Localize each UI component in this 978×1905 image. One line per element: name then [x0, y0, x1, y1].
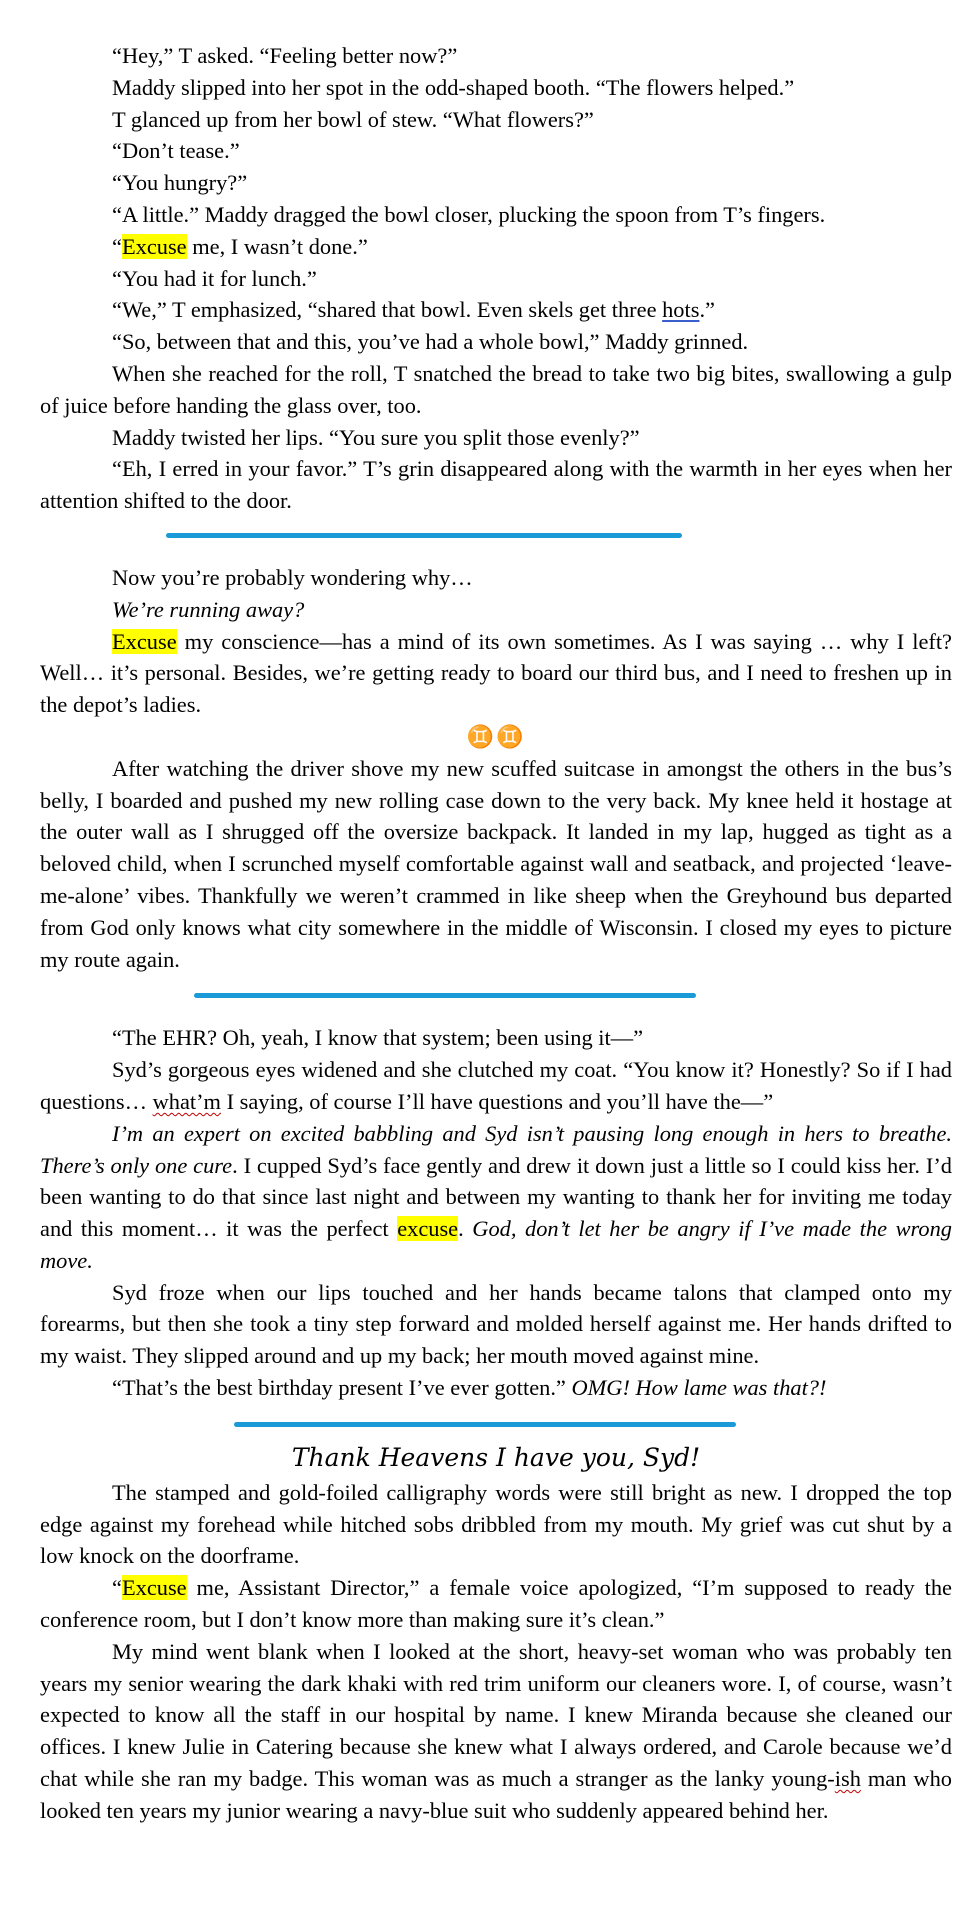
passage-3	[40, 1022, 952, 1404]
paragraph	[40, 1054, 952, 1118]
paragraph	[40, 231, 952, 263]
text: .	[458, 1216, 464, 1242]
paragraph	[40, 1118, 952, 1277]
paragraph: Maddy twisted her lips. “You sure you split those evenly?”	[112, 424, 640, 450]
section-divider	[194, 993, 696, 998]
paragraph: “So, between that and this, you’ve had a whole bowl,” Maddy grinned.	[112, 329, 749, 355]
text: “We,” T emphasized, “shared that bowl. Even skels get three	[112, 297, 663, 323]
paragraph	[40, 294, 952, 326]
paragraph: “Hey,” T asked. “Feeling better now?”	[112, 43, 458, 68]
text: my conscience—has a mind of its own sometimes. As I was saying … why I left? Well… it’s personal. Besides, we’re getting ready to board our third bus, and I need to freshen up in the depot’s ladies.	[40, 628, 952, 718]
highlighted-word: Excuse	[121, 1575, 187, 1601]
text: me, Assistant Director,” a female voice apologized, “I’m supposed to ready the conference room, but I don’t know more than making sure it’s clean.”	[40, 1575, 952, 1633]
italic-text: I’m an expert on excited babbling and Syd isn’t pausing long enough in hers to breathe. There’s only one cure	[40, 1120, 952, 1178]
passage-1	[40, 40, 952, 517]
paragraph: “You hungry?”	[112, 170, 248, 196]
paragraph	[40, 626, 952, 721]
text: “	[112, 233, 122, 259]
passage-4	[40, 1439, 952, 1827]
paragraph: “A little.” Maddy dragged the bowl closer, plucking the spoon from T’s fingers.	[112, 201, 826, 227]
section-divider	[166, 533, 682, 538]
paragraph: Now you’re probably wondering why…	[112, 564, 473, 590]
document-page	[40, 40, 952, 1827]
paragraph: When she reached for the roll, T snatched the bread to take two big bites, swallowing a gulp of juice before handing the glass over, too.	[40, 360, 952, 418]
highlighted-word: Excuse	[121, 233, 187, 259]
scene-break-symbol: ♊♊	[466, 723, 526, 749]
spell-flagged-word: ish	[834, 1766, 861, 1792]
highlighted-word: Excuse	[112, 628, 177, 654]
paragraph: The stamped and gold-foiled calligraphy words were still bright as new. I dropped the top edge against my forehead while hitched sobs dribbled from my mouth. My grief was cut shut by a low knock on the doorframe.	[40, 1479, 952, 1569]
text: man who looked ten years my junior wearing a navy-blue suit who suddenly appeared behind her.	[40, 1766, 952, 1823]
paragraph: After watching the driver shove my new scuffed suitcase in amongst the others in the bus’s belly, I boarded and pushed my new rolling case down to the very back. My knee held it hostage at the outer wall as I shrugged off the oversize backpack. It landed in my lap, hugged as tight as a beloved child, when I scrunched myself comfortable against wall and seatback, and projected ‘leave-me-alone’ vibes. Thankfully we weren’t crammed in like sheep when the Greyhound bus departed from God only knows what city somewhere in the middle of Wisconsin. I closed my eyes to picture my route again.	[40, 755, 952, 972]
paragraph: Maddy slipped into her spot in the odd-shaped booth. “The flowers helped.”	[112, 74, 795, 100]
text: me, I wasn’t done.”	[186, 233, 368, 259]
italic-text: God, don’t let her be angry if I’ve made the wrong move.	[40, 1216, 952, 1273]
paragraph	[40, 1572, 952, 1636]
text: “	[112, 1575, 122, 1601]
grammar-flagged-word: hots	[662, 297, 700, 323]
highlighted-word: excuse	[397, 1216, 459, 1242]
paragraph: “Eh, I erred in your favor.” T’s grin disappeared along with the warmth in her eyes when her attention shifted to the door.	[40, 456, 952, 514]
paragraph: We’re running away?	[112, 596, 305, 622]
paragraph: T glanced up from her bowl of stew. “What flowers?”	[112, 106, 594, 132]
text: I saying, of course I’ll have questions and you’ll have the—”	[220, 1088, 774, 1114]
text: .”	[699, 297, 715, 323]
section-divider	[234, 1422, 736, 1427]
paragraph	[40, 1636, 952, 1827]
spell-flagged-word: what’m	[152, 1088, 221, 1114]
paragraph: Syd froze when our lips touched and her hands became talons that clamped onto my forearms, but then she took a tiny step forward and molded herself against me. Her hands drifted to my waist. They slipped around and up my back; her mouth moved against mine.	[40, 1279, 952, 1369]
paragraph: “Don’t tease.”	[112, 138, 240, 164]
text: . I cupped Syd’s face gently and drew it down just a little so I could kiss her. I’d been wanting to do that since last night and between my wanting to thank her for inviting me today and this moment… it was the perfect	[40, 1152, 952, 1242]
paragraph: “You had it for lunch.”	[112, 265, 317, 291]
text: “That’s the best birthday present I’ve ever gotten.”	[112, 1375, 572, 1401]
paragraph: “The EHR? Oh, yeah, I know that system; been using it—”	[112, 1025, 644, 1051]
italic-text: OMG! How lame was that?!	[571, 1375, 827, 1401]
text: Syd’s gorgeous eyes widened and she clutched my coat. “You know it? Honestly? So if I had questions…	[40, 1057, 952, 1114]
paragraph	[40, 1372, 952, 1404]
text: My mind went blank when I looked at the short, heavy-set woman who was probably ten years my senior wearing the dark khaki with red trim uniform our cleaners wore. I, of course, wasn’t expected to know all the staff in our hospital by name. I knew Miranda because she cleaned our offices. I knew Julie in Catering because she knew what I always ordered, and Carole because we’d chat while she ran my badge. This woman was as much a stranger as the lanky young-	[40, 1638, 952, 1792]
passage-2	[40, 562, 952, 975]
calligraphy-title: Thank Heavens I have you, Syd!	[291, 1442, 701, 1472]
